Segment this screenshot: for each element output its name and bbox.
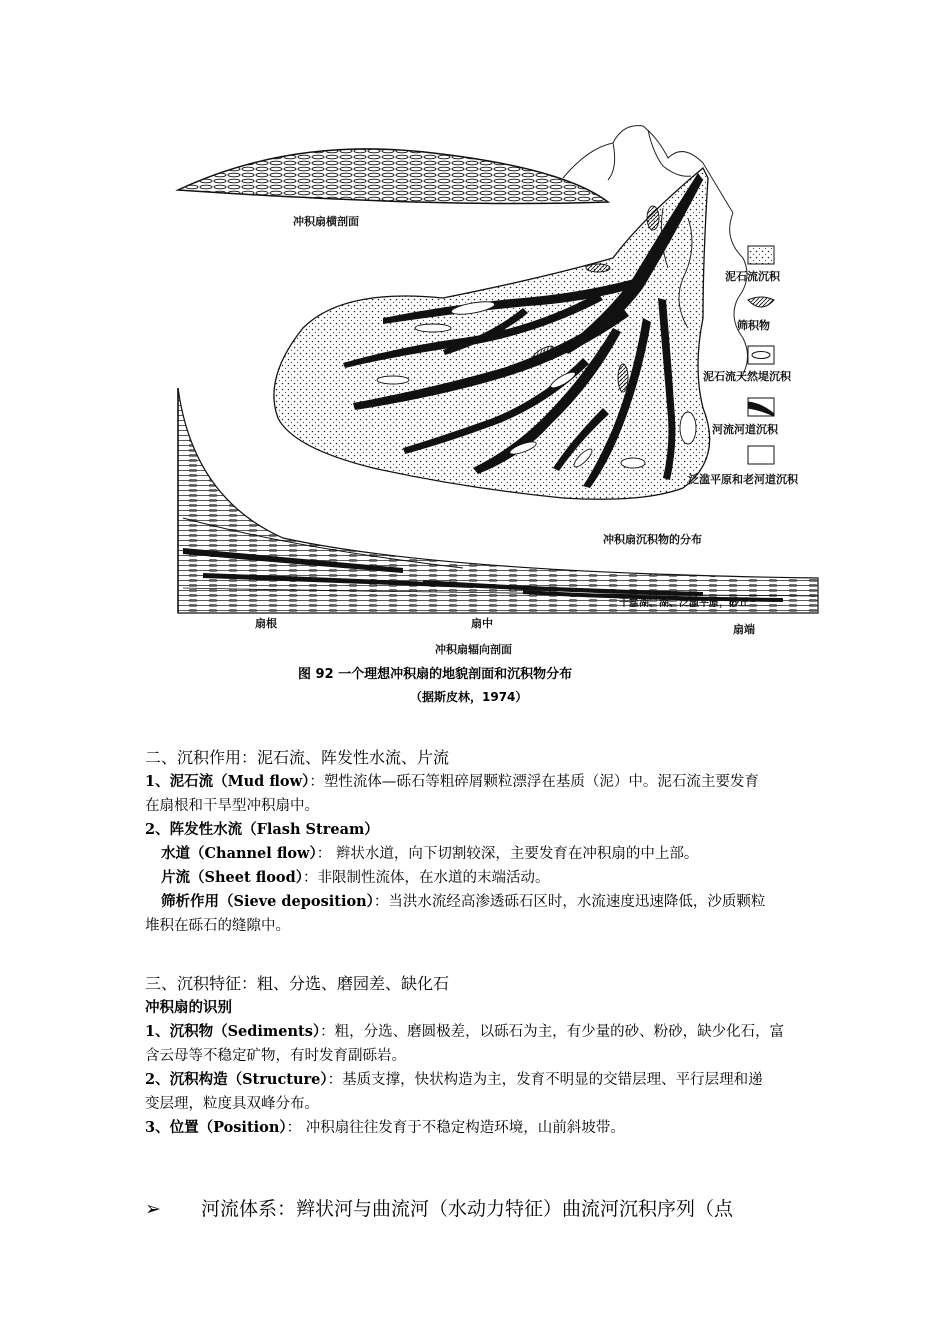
figure-caption-source: （据斯皮林，1974）: [410, 690, 528, 704]
sheet-flood-text: ：非限制性流体，在水道的末端活动。: [302, 870, 550, 886]
sediments-text: ：粗，分选、磨圆极差，以砾石为主，有少量的砂、粉砂，缺少化石，富: [320, 1024, 785, 1040]
mudflow-text-2: 在扇根和干旱型冲积扇中。: [145, 798, 319, 814]
fan-root-label: 扇根: [255, 617, 277, 630]
sieve-text-2: 堆积在砾石的缝隙中。: [145, 918, 290, 934]
distribution-label: 冲积扇沉积物的分布: [603, 533, 702, 546]
sheet-flood-term: 片流（Sheet flood）: [161, 869, 303, 886]
sheet-flood-paragraph: [145, 866, 810, 890]
structure-paragraph: [145, 1068, 810, 1092]
sediments-paragraph: [145, 1020, 810, 1044]
sieve-paragraph: [145, 890, 810, 914]
dotted-box-icon: [748, 246, 774, 264]
section1-heading: 二、沉积作用：泥石流、阵发性水流、片流: [145, 748, 450, 767]
position-paragraph: [145, 1116, 810, 1140]
sediments-text-2: 含云母等不稳定矿物，有时发育副砾岩。: [145, 1048, 406, 1064]
empty-box-icon: [748, 446, 774, 464]
section-deposition-features: [145, 972, 810, 1140]
figure-caption: 图 92 一个理想冲积扇的地貌剖面和沉积物分布: [298, 667, 573, 682]
river-system-text: 河流体系：辫状河与曲流河（水动力特征）曲流河沉积序列（点: [201, 1198, 734, 1220]
structure-text: ：基质支撑，快状构造为主，发育不明显的交错层理、平行层理和递: [327, 1072, 763, 1088]
channel-flow-paragraph: [145, 842, 810, 866]
cross-section-lens: [178, 149, 608, 204]
basin-label: 干盐湖、湖、泛滥平原，砂丘: [619, 598, 749, 609]
sieve-text: ：当洪水流经高渗透砾石区时，水流速度迅速降低，沙质颗粒: [373, 894, 766, 910]
structure-text-2: 变层理，粒度具双峰分布。: [145, 1096, 319, 1112]
cross-section-label: 冲积扇横剖面: [293, 215, 359, 228]
structure-term: 2、沉积构造（Structure）: [145, 1071, 328, 1088]
flash-stream-term: 2、阵发性水流（Flash Stream）: [145, 821, 379, 838]
alluvial-fan-figure: [143, 118, 843, 728]
section-deposition-processes: [145, 746, 810, 938]
section2-subheading: 冲积扇的识别: [145, 999, 232, 1016]
legend-label-0: 泥石流沉积: [725, 270, 780, 283]
position-term: 3、位置（Position）: [145, 1119, 287, 1136]
hatched-lens-icon: [748, 297, 774, 307]
fan-middle-label: 扇中: [471, 617, 493, 630]
arrow-bullet-icon: ➢: [145, 1198, 161, 1220]
legend-label-1: 筛积物: [737, 319, 770, 332]
legend-label-4: 泛滥平原和老河道沉积: [688, 473, 798, 486]
position-text: ： 冲积扇往往发育于不稳定构造环境，山前斜坡带。: [286, 1120, 625, 1136]
section2-heading: 三、沉积特征：粗、分选、磨园差、缺化石: [145, 974, 450, 993]
sediments-term: 1、沉积物（Sediments）: [145, 1023, 321, 1040]
legend-label-3: 河流河道沉积: [712, 423, 778, 436]
river-system-bullet: [145, 1194, 733, 1221]
legend-label-2: 泥石流天然堤沉积: [703, 370, 791, 383]
mudflow-term: 1、泥石流（Mud flow）: [145, 773, 310, 790]
channel-flow-text: ： 辫状水道，向下切割较深，主要发育在冲积扇的中上部。: [316, 846, 699, 862]
sieve-term: 筛析作用（Sieve deposition）: [161, 893, 374, 910]
mudflow-text: ：塑性流体—砾石等粗碎屑颗粒漂浮在基质（泥）中。泥石流主要发育: [309, 774, 759, 790]
fan-end-label: 扇端: [733, 623, 755, 636]
radial-section-label: 冲积扇辐向剖面: [435, 643, 512, 656]
channel-flow-term: 水道（Channel flow）: [161, 845, 317, 862]
mudflow-paragraph: [145, 770, 810, 794]
